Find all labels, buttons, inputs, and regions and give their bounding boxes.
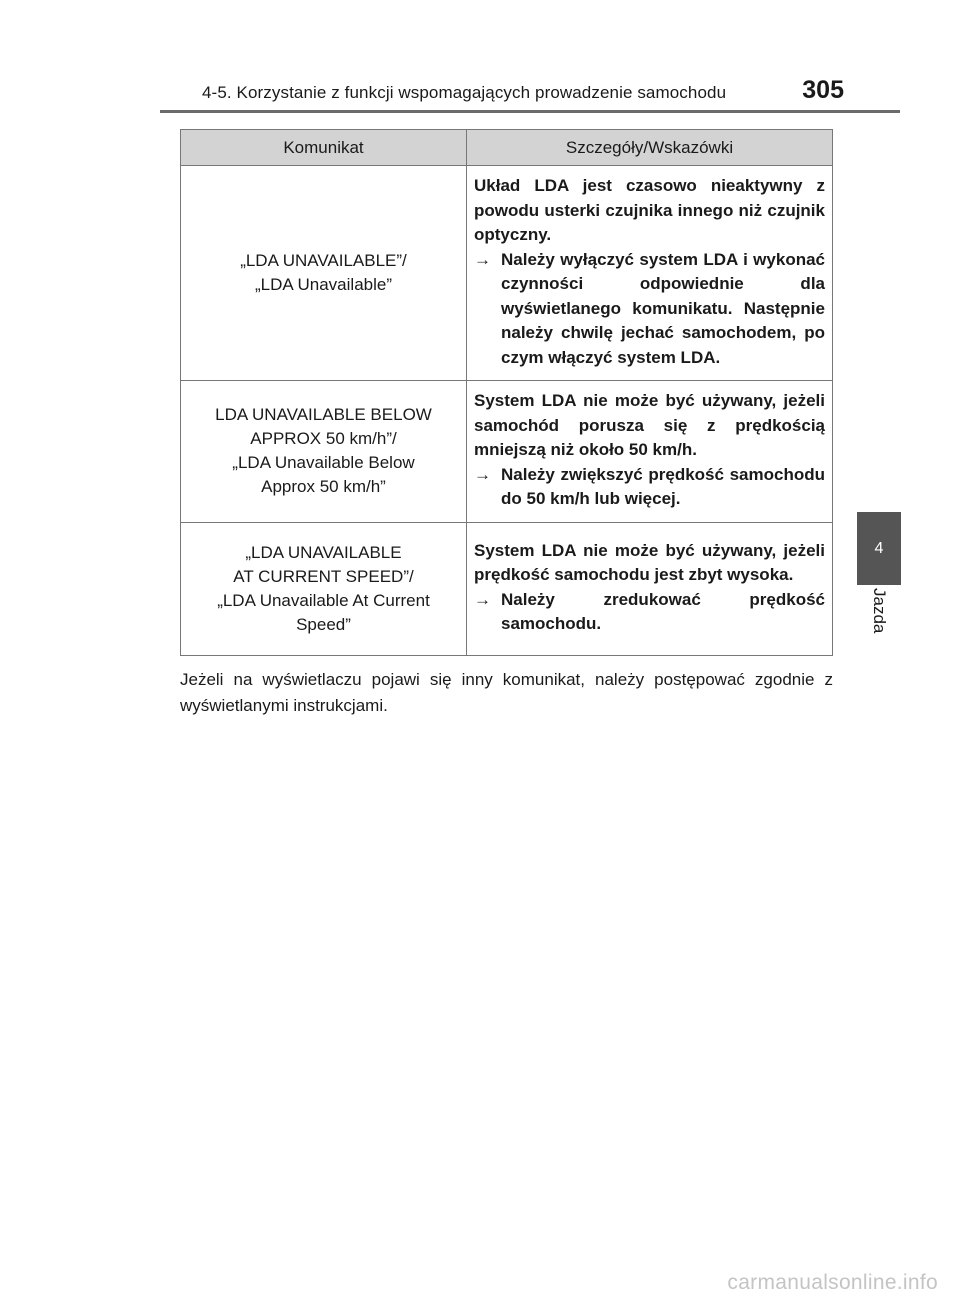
message-line: APPROX 50 km/h”/ [250,429,397,449]
table-row [181,522,833,655]
message-line: „LDA UNAVAILABLE”/ [240,251,407,270]
column-header-details: Szczegóły/Wskazówki [467,130,833,166]
header-divider [160,110,900,113]
arrow-right-icon: → [474,589,491,609]
instruction-step [474,588,825,637]
arrow-right-icon: → [474,249,491,269]
detail-cell [467,381,833,523]
footer-note: Jeżeli na wyświetlaczu pojawi się inny komunikat, należy postępować zgodnie z wyświetlanymi instrukcjami. [180,670,833,715]
table-header-row [181,130,833,166]
table-row [181,381,833,523]
chapter-label: Jazda [870,588,889,634]
page-header [160,76,850,112]
arrow-right-icon: → [474,464,491,484]
section-title: 4-5. Korzystanie z funkcji wspomagających prowadzenie samochodu [202,83,727,102]
detail-text: Układ LDA jest czasowo nieaktywny z powodu usterki czujnika innego niż czujnik optyczny. [474,176,825,244]
message-line: „LDA Unavailable” [254,275,392,294]
message-cell [181,381,467,523]
message-cell [181,522,467,655]
message-line: „LDA Unavailable Below [232,453,415,473]
instruction-text: Należy zwiększyć prędkość samochodu do 50 km/h lub więcej. [501,464,825,508]
watermark: carmanualsonline.info [727,1271,938,1294]
instruction-step [474,463,825,512]
chapter-tab [857,512,901,585]
instruction-step [474,248,825,371]
message-line: Approx 50 km/h” [261,477,386,497]
message-table [180,129,833,656]
instruction-text: Należy zredukować prędkość samochodu. [501,589,825,633]
message-cell [181,166,467,381]
message-line: AT CURRENT SPEED”/ [233,566,414,586]
message-line: Speed” [296,614,351,634]
table-row [181,166,833,381]
message-line: „LDA UNAVAILABLE [245,542,402,562]
instruction-text: Należy wyłączyć system LDA i wykonać czynności odpowiednie dla wyświetlanego komunikatu. Następnie należy chwilę jechać samochodem, po czym włączyć system LDA. [501,249,825,367]
message-line: LDA UNAVAILABLE BELOW [215,405,432,425]
detail-cell [467,522,833,655]
detail-text: System LDA nie może być używany, jeżeli prędkość samochodu jest zbyt wysoka. [474,540,825,584]
column-header-message: Komunikat [181,130,467,166]
page-number: 305 [802,76,844,104]
detail-text: System LDA nie może być używany, jeżeli samochód porusza się z prędkością mniejszą niż około 50 km/h. [474,391,825,459]
message-line: „LDA Unavailable At Current [217,590,430,610]
chapter-number: 4 [874,539,884,557]
detail-cell [467,166,833,381]
